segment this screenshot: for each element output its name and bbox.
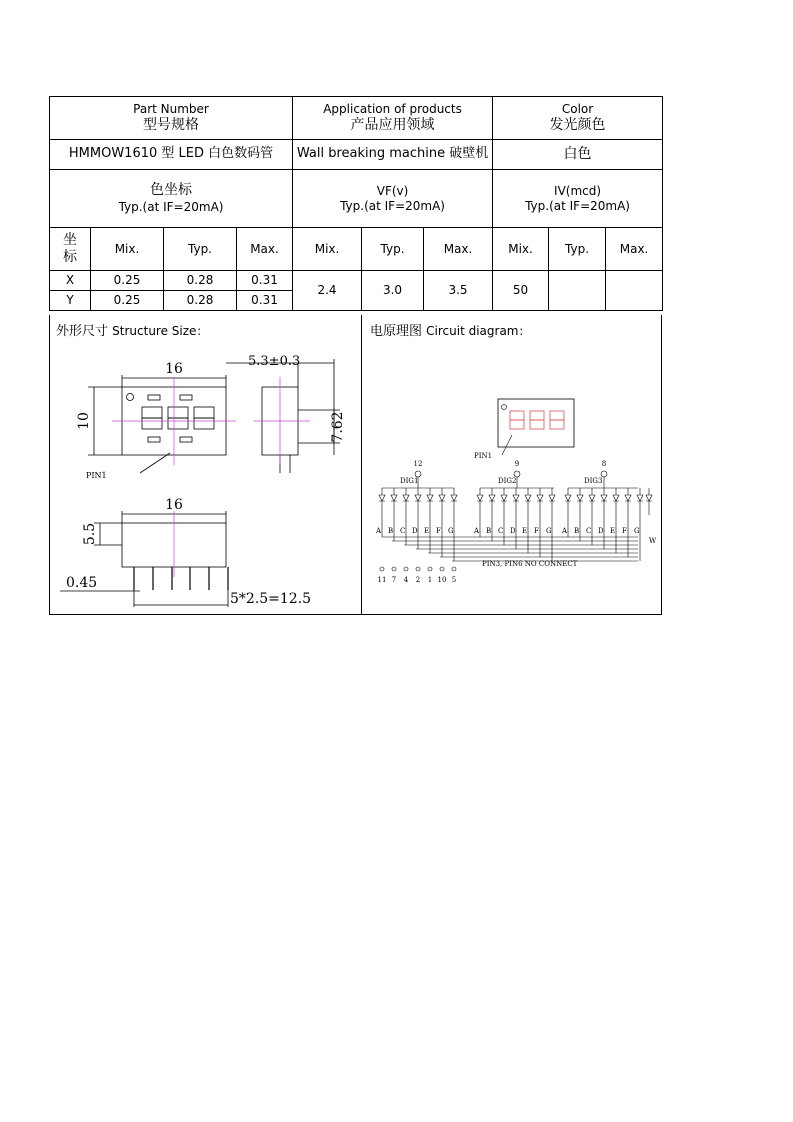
circuit-title-cn: 电原理图 [370,324,423,339]
x-label: X [50,271,91,291]
iv-min-header: Mix. [493,228,549,271]
front-digits [142,395,214,442]
segment-label: D [510,527,516,535]
iv-typ [549,271,606,311]
segment-label: B [388,527,394,535]
segment-label: A [562,527,568,535]
w-label: W [649,537,657,545]
no-connect-note: PIN3, PIN6 NO CONNECT [482,560,578,568]
color-header [493,97,663,140]
diode-symbol [439,488,445,515]
diode-symbol [601,488,607,515]
segment-label: F [534,527,539,535]
bottom-pin-label: 10 [437,576,447,584]
bottom-pin-label: 4 [403,576,409,584]
part-number-cn: 型号规格 [143,116,200,133]
pin-dig3: 8 [601,460,607,468]
param-title-row [50,170,663,228]
product-row [50,140,663,170]
segment-label: D [598,527,604,535]
color-cell: 白色 [493,140,663,170]
segment-label: A [474,527,480,535]
segment-bus [382,537,638,561]
bottom-pin-labels [378,576,457,584]
vf-title: VF(v) [376,183,409,198]
segment-label: E [424,527,430,535]
structure-drawing [50,315,361,615]
application-header [293,97,493,140]
column-header-row [50,228,663,271]
segment-label: A [376,527,382,535]
x-typ: 0.28 [164,271,237,291]
bottom-pin-label: 5 [451,576,457,584]
color-en: Color [561,101,594,116]
header-row [50,97,663,140]
iv-typ-header: Typ. [549,228,606,271]
iv-max [606,271,663,311]
iv-cond: Typ.(at IF=20mA) [525,198,630,213]
diode-symbol [625,488,631,515]
iv-title: IV(mcd) [554,183,602,198]
circuit-pin1-label: PIN1 [474,452,493,460]
part-number-en: Part Number [133,101,209,116]
bottom-pin-label: 2 [415,576,421,584]
circuit-title-en: Circuit diagram： [426,324,531,338]
segment-label: C [400,527,406,535]
segment-label: B [486,527,492,535]
diode-array [379,488,652,561]
bottom-pin-circle [404,567,408,571]
segment-labels [375,527,640,535]
dim-width: 16 [165,361,183,377]
coord-label-cell: 坐 标 [50,228,91,271]
model-cell: HMMOW1610 型 LED 白色数码管 [50,140,293,170]
dim-width-2: 16 [165,497,183,513]
bottom-pin-label: 7 [391,576,397,584]
dim-height: 10 [76,412,92,430]
vf-max-header: Max. [424,228,493,271]
pin-dig1: 12 [413,460,423,468]
spec-table [49,96,663,311]
diode-symbol [427,488,433,515]
row-x [50,271,663,291]
bottom-pin-label: 1 [427,576,433,584]
diode-symbol [537,488,543,515]
bottom-pin-circle [392,567,396,571]
application-cell: Wall breaking machine 破壁机 [293,140,493,170]
vf-max: 3.5 [424,271,493,311]
bottom-pin-circles [380,567,456,571]
iv-title-cell [493,170,663,228]
vf-title-cell [293,170,493,228]
dim-pitch: 5*2.5=12.5 [230,591,312,607]
dim-offset: 5.3±0.3 [248,354,301,369]
iv-max-header: Max. [606,228,663,271]
segment-label: E [610,527,616,535]
bottom-pin-circle [452,567,456,571]
coord-max-header: Max. [237,228,293,271]
segment-label: F [622,527,627,535]
segment-label: E [522,527,528,535]
vf-cond: Typ.(at IF=20mA) [340,198,445,213]
structure-title-cn: 外形尺寸 [56,324,109,339]
segment-label: F [436,527,441,535]
bottom-pin-circle [440,567,444,571]
coord-title: 色坐标 [150,182,193,199]
diode-symbol [577,488,583,515]
diode-symbol [501,488,507,515]
diode-symbol [513,488,519,515]
vf-typ: 3.0 [362,271,424,311]
circuit-display-digits [510,411,564,429]
spec-sheet [49,96,662,615]
pin-dig2: 9 [514,460,520,468]
diode-symbol [589,488,595,515]
x-max: 0.31 [237,271,293,291]
dig3-label: DIG3 [584,477,603,485]
vf-typ-header: Typ. [362,228,424,271]
dim-body: 5.5 [82,522,98,546]
bottom-pin-circle [416,567,420,571]
coord-cond: Typ.(at IF=20mA) [118,199,224,214]
x-min: 0.25 [91,271,164,291]
coord-min-header: Mix. [91,228,164,271]
segment-label: G [448,527,454,535]
diode-symbol [403,488,409,515]
segment-label: C [586,527,592,535]
coord-title-cell [50,170,293,228]
bottom-pin-label: 11 [377,576,387,584]
coord-typ-header: Typ. [164,228,237,271]
drawing-area [49,315,662,615]
y-max: 0.31 [237,291,293,311]
diode-symbol [477,488,483,515]
diode-symbol [489,488,495,515]
application-en: Application of products [323,101,462,116]
application-cn: 产品应用领域 [350,116,435,133]
bottom-pins [134,567,228,590]
segment-label: C [498,527,504,535]
diode-symbol [391,488,397,515]
dig2-label: DIG2 [498,477,517,485]
segment-label: D [412,527,418,535]
diode-symbol [565,488,571,515]
dim-depth: 7.62 [330,411,346,443]
diode-symbol [451,488,457,515]
bottom-pin-circle [380,567,384,571]
vf-min: 2.4 [293,271,362,311]
diode-symbol [549,488,555,515]
iv-min: 50 [493,271,549,311]
structure-title-en: Structure Size： [112,324,209,338]
y-label: Y [50,291,91,311]
color-cn: 发光颜色 [549,116,606,133]
vf-min-header: Mix. [293,228,362,271]
dig1-label: DIG1 [400,477,419,485]
segment-label: G [546,527,552,535]
dim-pin: 0.45 [66,575,98,591]
y-typ: 0.28 [164,291,237,311]
diode-symbol [415,488,421,515]
w-diode-symbol [646,488,652,515]
bottom-pin-circle [428,567,432,571]
pin1-label: PIN1 [86,471,107,480]
circuit-drawing [362,315,662,615]
segment-label: B [574,527,580,535]
part-number-header [50,97,293,140]
diode-symbol [637,488,643,515]
diode-symbol [379,488,385,515]
y-min: 0.25 [91,291,164,311]
diode-symbol [525,488,531,515]
diode-symbol [613,488,619,515]
segment-label: G [634,527,640,535]
